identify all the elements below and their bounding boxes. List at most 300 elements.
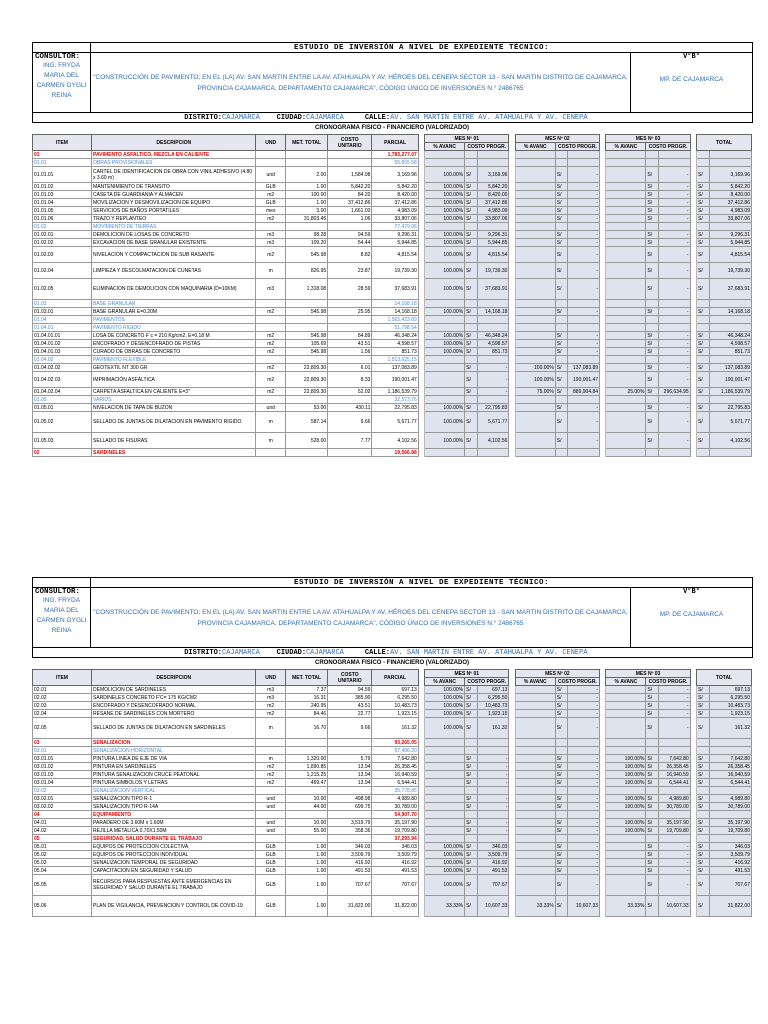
cell-total (709, 449, 751, 457)
cell-met: 16.70 (285, 718, 327, 739)
cell-progr-2: - (568, 710, 600, 718)
cell-avanc-2 (515, 340, 555, 348)
table-row (33, 827, 752, 835)
cell-parcial: 19,739.30 (372, 263, 418, 279)
cell-item: 01.01 (33, 159, 92, 167)
cell-currency: S/ (646, 183, 659, 191)
cell-currency: S/ (555, 867, 568, 875)
cell-und: m2 (256, 763, 286, 771)
cell-progr-2 (568, 835, 600, 843)
cell-currency: S/ (465, 843, 478, 851)
cell-avanc-2 (515, 412, 555, 433)
project-name: "CONSTRUCCIÓN DE PAVIMENTO; EN EL (LA) AV. SAN MARTIN ENTRE LA AV. ATAHUALPA Y AV. HÉROES DEL CENEPA SECTOR 13 - SAN MARTIN DISTRITO DE CAJAMARCA, PROVINCIA CAJAMARCA, DEPARTAMENTO CAJAMARCA", CÓDIGO ÚNICO DE INVERSIONES N.° 2486765 (91, 588, 631, 648)
cell-currency: S/ (555, 433, 568, 449)
cell-parcial: 77,479.06 (372, 223, 418, 231)
cell-item: 01.02.01 (33, 231, 92, 239)
cell-desc: RECURSOS PARA RESPUESTAS ANTE EMERGENCIAS EN SEGURIDAD Y SALUD DURANTE EL TRABAJO (92, 875, 256, 896)
cell-costo: 8.82 (328, 247, 372, 263)
distrito-value: CAJAMARCA (222, 113, 260, 122)
cell-item: 01.04.02.02 (33, 364, 92, 372)
cell-parcial: 491.53 (372, 867, 418, 875)
cell-currency (697, 811, 710, 819)
cell-total: 19,739.30 (709, 263, 751, 279)
cell-avanc-2 (515, 859, 555, 867)
cell-currency: S/ (465, 199, 478, 207)
cell-costo: 9.66 (328, 718, 372, 739)
col-mes1: MES Nº 01 (425, 670, 509, 678)
cell-progr-2: 10,607.33 (568, 896, 600, 917)
cell-currency: S/ (697, 433, 710, 449)
cell-currency: S/ (555, 859, 568, 867)
cell-progr-3: - (659, 247, 691, 263)
cell-met (285, 787, 327, 795)
cell-progr-3: 6,544.41 (659, 779, 691, 787)
cell-progr-3: 10,607.33 (659, 896, 691, 917)
cell-currency: S/ (465, 702, 478, 710)
cell-currency (697, 316, 710, 324)
cell-progr-1: 19,739.30 (477, 263, 509, 279)
cell-progr-3: - (659, 433, 691, 449)
cell-currency: S/ (646, 875, 659, 896)
cell-parcial: 19,566.88 (372, 449, 418, 457)
cell-progr-1: 851.73 (477, 348, 509, 356)
cell-total: 6,544.41 (709, 779, 751, 787)
table-row (33, 859, 752, 867)
cell-avanc-1: 100.00% (425, 207, 465, 215)
cell-currency (465, 739, 478, 747)
cell-parcial: 1,923.15 (372, 710, 418, 718)
calle-value: AV. SAN MARTIN ENTRE AV. ATAHUALPA Y AV. CENEPA (390, 113, 588, 122)
cell-avanc-1: 100.00% (425, 404, 465, 412)
cell-met: 98.28 (285, 231, 327, 239)
cell-und (256, 747, 286, 755)
cell-progr-3: - (659, 340, 691, 348)
cell-currency (646, 316, 659, 324)
cell-costo: 23.87 (328, 263, 372, 279)
cell-currency: S/ (697, 771, 710, 779)
cell-progr-1 (477, 739, 509, 747)
distrito-label: DISTRITO: (184, 648, 223, 657)
table-row (33, 739, 752, 747)
table-row (33, 763, 752, 771)
col-avanc: % AVANC (425, 678, 465, 686)
schedule-sheet-2 (32, 577, 752, 917)
cell-total: 416.92 (709, 859, 751, 867)
cell-parcial: 4,598.57 (372, 340, 418, 348)
cell-currency: S/ (465, 340, 478, 348)
cell-und: und (256, 827, 286, 835)
cell-und (256, 223, 286, 231)
cell-progr-3: - (659, 207, 691, 215)
cell-item: 01.02.03 (33, 247, 92, 263)
cell-progr-2: - (568, 412, 600, 433)
cell-total: 22,795.83 (709, 404, 751, 412)
cell-met (285, 324, 327, 332)
cell-currency (697, 159, 710, 167)
col-costo: COSTO UNITARIO (328, 135, 372, 151)
cell-currency (697, 300, 710, 308)
cell-currency: S/ (697, 364, 710, 372)
table-row (33, 356, 752, 364)
cell-currency (646, 300, 659, 308)
cell-currency (555, 324, 568, 332)
cell-und (256, 739, 286, 747)
cell-total: 37,412.86 (709, 199, 751, 207)
cell-currency: S/ (697, 851, 710, 859)
cell-avanc-2 (515, 404, 555, 412)
cell-avanc-2 (515, 263, 555, 279)
cell-total: 5,842.20 (709, 183, 751, 191)
cell-currency (555, 356, 568, 364)
cell-und: m2 (256, 771, 286, 779)
cell-avanc-3 (606, 364, 646, 372)
cell-avanc-1: 100.00% (425, 332, 465, 340)
cell-progr-3: 30,789.00 (659, 803, 691, 811)
cell-progr-2: - (568, 247, 600, 263)
cell-currency: S/ (697, 694, 710, 702)
cell-parcial: 3,169.96 (372, 167, 418, 183)
col-total: TOTAL (697, 135, 752, 151)
cell-currency: S/ (555, 795, 568, 803)
cell-item: 04.02 (33, 827, 92, 835)
cell-currency: S/ (646, 710, 659, 718)
cell-parcial: 137,083.89 (372, 364, 418, 372)
cell-avanc-2 (515, 332, 555, 340)
cell-currency (646, 449, 659, 457)
cell-avanc-3 (606, 356, 646, 364)
table-row (33, 199, 752, 207)
cell-progr-2: 190,001.47 (568, 372, 600, 388)
cell-currency (646, 159, 659, 167)
cell-met: 587.14 (285, 412, 327, 433)
col-desc: DESCRIPCION (92, 135, 256, 151)
cell-costo: 43.51 (328, 340, 372, 348)
cell-currency (465, 223, 478, 231)
cell-currency: S/ (555, 340, 568, 348)
cell-progr-1: 161.32 (477, 718, 509, 739)
cell-currency: S/ (555, 215, 568, 223)
cell-avanc-2 (515, 702, 555, 710)
cell-currency (555, 449, 568, 457)
vb-label: V°B° (683, 588, 700, 596)
cell-parcial: 55,655.58 (372, 159, 418, 167)
cell-desc: PINTURA LINEA DE EJE DE VIA (92, 755, 256, 763)
cell-costo: 1.06 (328, 215, 372, 223)
cell-currency (555, 396, 568, 404)
cell-avanc-3 (606, 433, 646, 449)
cell-progr-1: 4,598.57 (477, 340, 509, 348)
cell-desc: MOVILIZACION Y DESMOVILIZACION DE EQUIPO (92, 199, 256, 207)
cell-progr-3 (659, 747, 691, 755)
cell-currency: S/ (697, 231, 710, 239)
cell-avanc-2 (515, 875, 555, 896)
cell-desc: SELLADO DE FISURAS (92, 433, 256, 449)
cell-und: m2 (256, 215, 286, 223)
cell-progr-3: - (659, 404, 691, 412)
cell-progr-2: - (568, 686, 600, 694)
cell-desc: PAVIMENTO ASFALTICO, MEZCLA EN CALIENTE (92, 151, 256, 159)
cell-avanc-1 (425, 819, 465, 827)
cell-currency (465, 449, 478, 457)
cell-total (709, 739, 751, 747)
ciudad-value: CAJAMARCA (306, 113, 344, 122)
cell-progr-1: 5,671.77 (477, 412, 509, 433)
cell-currency (555, 787, 568, 795)
cell-avanc-2 (515, 843, 555, 851)
cell-avanc-2 (515, 433, 555, 449)
cell-currency: S/ (646, 372, 659, 388)
cell-avanc-3: 100.00% (606, 771, 646, 779)
cell-avanc-3 (606, 694, 646, 702)
schedule-caption: CRONOGRAMA FISICO - FINANCIERO (VALORIZADO) (315, 125, 469, 131)
cell-avanc-1: 100.00% (425, 239, 465, 247)
cell-costo: 13.94 (328, 763, 372, 771)
cell-total: 5,671.77 (709, 412, 751, 433)
cell-total: 37,683.91 (709, 279, 751, 300)
cell-currency: S/ (697, 702, 710, 710)
cell-currency (697, 324, 710, 332)
cell-avanc-1 (425, 223, 465, 231)
cell-total: 8,420.00 (709, 191, 751, 199)
cell-currency: S/ (465, 686, 478, 694)
cell-progr-1: 37,683.91 (477, 279, 509, 300)
cell-parcial: 346.03 (372, 843, 418, 851)
table-row (33, 388, 752, 396)
cell-progr-1 (477, 356, 509, 364)
cell-currency: S/ (697, 803, 710, 811)
cell-currency (465, 159, 478, 167)
cell-desc: REJILLA METALICA 0.70X1.50M (92, 827, 256, 835)
cell-met: 2.00 (285, 167, 327, 183)
cell-currency: S/ (465, 372, 478, 388)
table-row (33, 372, 752, 388)
table-row (33, 348, 752, 356)
cell-avanc-1 (425, 835, 465, 843)
cell-currency: S/ (465, 851, 478, 859)
cell-progr-2: - (568, 702, 600, 710)
cell-costo: 52.02 (328, 388, 372, 396)
cell-progr-2: - (568, 875, 600, 896)
cell-currency: S/ (646, 388, 659, 396)
cell-costo: 9.66 (328, 412, 372, 433)
cell-progr-3: - (659, 686, 691, 694)
cell-item: 03.01 (33, 747, 92, 755)
cell-avanc-3 (606, 279, 646, 300)
cell-progr-1 (477, 151, 509, 159)
cell-avanc-3 (606, 867, 646, 875)
cell-desc: SENALIZACION TEMPORAL DE SEGURIDAD (92, 859, 256, 867)
cell-progr-2: - (568, 771, 600, 779)
cell-progr-2 (568, 396, 600, 404)
cell-avanc-3 (606, 449, 646, 457)
table-row (33, 803, 752, 811)
cell-met: 109.20 (285, 239, 327, 247)
cell-und: m (256, 412, 286, 433)
cell-progr-1: 491.53 (477, 867, 509, 875)
cell-progr-2: - (568, 819, 600, 827)
consultor-label: CONSULTOR: (35, 53, 81, 61)
cell-progr-2 (568, 811, 600, 819)
table-row (33, 183, 752, 191)
cell-progr-3 (659, 449, 691, 457)
cell-desc: TRAZO Y REPLANTEO (92, 215, 256, 223)
cell-costo (328, 300, 372, 308)
document-header (32, 42, 753, 123)
cell-progr-1 (477, 324, 509, 332)
cell-parcial: 8,420.00 (372, 191, 418, 199)
cell-avanc-3 (606, 247, 646, 263)
cell-desc: NIVELACION DE TAPA DE BUZON (92, 404, 256, 412)
cell-met: 10.00 (285, 795, 327, 803)
cell-desc: SENALIZACION TIPO R-14A (92, 803, 256, 811)
cell-avanc-1 (425, 827, 465, 835)
cell-currency: S/ (465, 795, 478, 803)
cell-met: 100.00 (285, 191, 327, 199)
cell-met: 545.98 (285, 332, 327, 340)
cell-progr-2: - (568, 340, 600, 348)
cell-progr-3: - (659, 308, 691, 316)
cell-costo: 84.20 (328, 191, 372, 199)
cell-avanc-3 (606, 191, 646, 199)
cell-currency: S/ (646, 795, 659, 803)
cell-und (256, 159, 286, 167)
table-row (33, 231, 752, 239)
cell-avanc-3 (606, 300, 646, 308)
cell-und (256, 835, 286, 843)
cell-total (709, 396, 751, 404)
cell-und (256, 151, 286, 159)
cell-progr-1 (477, 300, 509, 308)
cell-parcial: 46,348.24 (372, 332, 418, 340)
cell-currency (646, 787, 659, 795)
cell-item: 01.04 (33, 316, 92, 324)
cell-avanc-2 (515, 348, 555, 356)
cell-item: 03.01.01 (33, 755, 92, 763)
cell-item: 01.04.01.02 (33, 340, 92, 348)
cell-und: m3 (256, 239, 286, 247)
cell-avanc-1: 100.00% (425, 433, 465, 449)
cell-und: m2 (256, 388, 286, 396)
cell-desc: GEOTEXTIL NT 300 GR (92, 364, 256, 372)
cell-und: m (256, 263, 286, 279)
cell-total (709, 747, 751, 755)
cell-progr-2 (568, 159, 600, 167)
cell-currency: S/ (646, 263, 659, 279)
cell-desc: PAVIMENTO RIGIDO (92, 324, 256, 332)
cell-desc: SARDINELES (92, 449, 256, 457)
cell-avanc-2 (515, 231, 555, 239)
schedule-table (32, 669, 752, 917)
cell-progr-3: 7,642.80 (659, 755, 691, 763)
cell-avanc-3 (606, 223, 646, 231)
document-title: ESTUDIO DE INVERSIÓN A NIVEL DE EXPEDIENTE TÉCNICO: (91, 43, 753, 53)
cell-parcial: 30,789.00 (372, 803, 418, 811)
cell-parcial: 9,296.31 (372, 231, 418, 239)
cell-und: und (256, 167, 286, 183)
cell-parcial: 6,295.50 (372, 694, 418, 702)
cell-und (256, 324, 286, 332)
cell-desc: NIVELACION Y COMPACTACION DE SUB RASANTE (92, 247, 256, 263)
cell-currency (465, 316, 478, 324)
cell-avanc-1: 100.00% (425, 199, 465, 207)
cell-total: 16,940.59 (709, 771, 751, 779)
cell-progr-3: - (659, 231, 691, 239)
cell-currency: S/ (465, 191, 478, 199)
cell-progr-1: 22,795.83 (477, 404, 509, 412)
location-bar (33, 648, 753, 658)
cell-costo: 31,822.00 (328, 896, 372, 917)
cell-avanc-3 (606, 231, 646, 239)
cell-currency: S/ (555, 231, 568, 239)
cell-progr-1: 416.92 (477, 859, 509, 867)
cell-und: GLB (256, 183, 286, 191)
cell-progr-3: - (659, 867, 691, 875)
cell-und: und (256, 803, 286, 811)
cell-und: GLB (256, 199, 286, 207)
cell-currency: S/ (555, 364, 568, 372)
cell-item: 03.01.02 (33, 763, 92, 771)
cell-desc: DEMOLICION DE LOSAS DE CONCRETO (92, 231, 256, 239)
cell-item: 03.02.02 (33, 803, 92, 811)
cell-progr-2: - (568, 867, 600, 875)
cell-desc: SEGURIDAD, SALUD DURANTE EL TRABAJO (92, 835, 256, 843)
col-mes2: MES Nº 02 (515, 135, 599, 143)
table-row (33, 308, 752, 316)
cell-progr-1: 5,842.20 (477, 183, 509, 191)
cell-currency: S/ (555, 167, 568, 183)
cell-und: m2 (256, 348, 286, 356)
cell-currency: S/ (697, 763, 710, 771)
vb-label: V°B° (683, 53, 700, 61)
cell-total (709, 356, 751, 364)
cell-desc: RESANE DE SARDINELES CON MORTERO (92, 710, 256, 718)
cell-parcial: 5,842.20 (372, 183, 418, 191)
cell-currency: S/ (697, 859, 710, 867)
cell-parcial: 16,940.59 (372, 771, 418, 779)
cell-progr-3 (659, 316, 691, 324)
cell-currency: S/ (646, 279, 659, 300)
table-row (33, 159, 752, 167)
cell-avanc-3: 100.00% (606, 819, 646, 827)
cell-total: 14,168.18 (709, 308, 751, 316)
cell-currency: S/ (646, 718, 659, 739)
cell-avanc-3: 100.00% (606, 779, 646, 787)
cell-currency (646, 324, 659, 332)
cell-avanc-1: 100.00% (425, 412, 465, 433)
cell-currency: S/ (465, 332, 478, 340)
cell-und: GLB (256, 843, 286, 851)
cell-parcial: 37,683.91 (372, 279, 418, 300)
cell-progr-3: 16,940.59 (659, 771, 691, 779)
cell-currency (697, 739, 710, 747)
cell-item: 01.05.01 (33, 404, 92, 412)
cell-progr-3: - (659, 191, 691, 199)
cell-progr-3: - (659, 875, 691, 896)
cell-total: 1,923.15 (709, 710, 751, 718)
cell-avanc-2 (515, 710, 555, 718)
cell-currency: S/ (465, 867, 478, 875)
cell-avanc-1 (425, 316, 465, 324)
cell-progr-3 (659, 396, 691, 404)
cell-total: 4,983.09 (709, 207, 751, 215)
cell-item: 03.01.03 (33, 771, 92, 779)
cell-progr-2: - (568, 215, 600, 223)
cell-avanc-1: 100.00% (425, 702, 465, 710)
cell-parcial: 35,778.85 (372, 787, 418, 795)
col-progr: COSTO PROGR. (465, 143, 509, 151)
cell-met: 826.95 (285, 263, 327, 279)
cell-currency (697, 356, 710, 364)
